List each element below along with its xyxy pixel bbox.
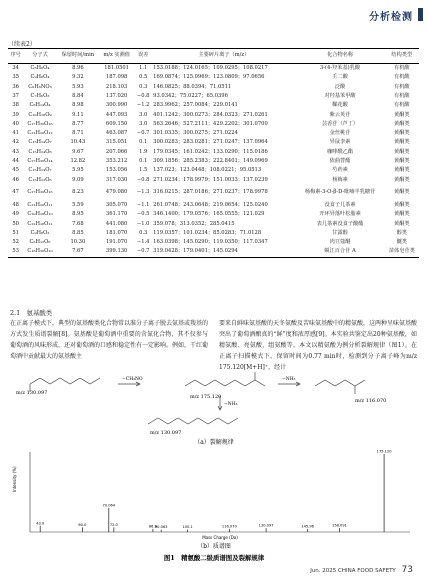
table-cell: 黄酮类: [394, 148, 410, 155]
table-cell: 0.1: [139, 158, 148, 165]
table-cell: 187.098: [105, 74, 128, 81]
table-cell: 有机酸: [394, 102, 410, 109]
mass-spectrum: [30, 450, 410, 533]
table-cell: 34: [12, 65, 19, 72]
table-cell: 5.93: [72, 83, 84, 90]
table-cell: 泛酸: [334, 83, 346, 90]
table-cell: 7.68: [72, 220, 84, 227]
table-row: [8, 185, 419, 201]
table-cell: 181.070: [105, 229, 128, 236]
table-cell: 对羟基苯甲酸: [324, 92, 356, 99]
table-cell: 153.056: [105, 167, 128, 174]
structure-ion2: [30, 378, 100, 384]
table-cell: −0.7: [136, 130, 150, 137]
table-cell: 壬二酸: [332, 74, 348, 81]
table-cell: 异鼠李素: [329, 139, 351, 146]
table-cell: 0.1: [139, 139, 148, 146]
table-cell: 36: [12, 83, 19, 90]
table-cell: −0.8: [136, 176, 150, 183]
table-cell: 有机酸: [394, 74, 410, 81]
table-cell: 301.0335；300.0275；271.0224: [153, 130, 238, 137]
table-cell: 179.0345；161.0242；133.0290；115.0186: [153, 148, 268, 155]
table-cell: 137.023；123.0448；108.0221；95.0513: [153, 167, 262, 174]
table-row: [8, 148, 419, 157]
table-row: [8, 219, 419, 228]
table-cell: 8.23: [72, 189, 84, 196]
table-cell: 45: [12, 167, 19, 174]
table-cell: 0.3: [139, 229, 148, 236]
table-cell: −1.2: [136, 102, 150, 109]
table-cell: 53: [8, 247, 23, 257]
table-cell: 52: [12, 239, 19, 246]
table-cell: 9.11: [72, 111, 84, 118]
table-cell: 蜕江百合苷 A: [296, 247, 385, 257]
table-cell: 146.0825；88.0394；71.0511: [153, 83, 232, 90]
table-cell: 1.9: [139, 148, 148, 155]
table-cell: C₁₅H₁₂O₆: [28, 176, 52, 183]
table-cell: 黄酮类: [394, 111, 410, 118]
table-cell: 5.95: [72, 167, 84, 174]
table-cell: 9.67: [72, 148, 84, 155]
table-cell: 43: [12, 148, 19, 155]
table-cell: 芍药素: [332, 167, 348, 174]
table-cell: 依曲替酯: [329, 158, 351, 165]
table-cell: C₂₀H₁₈O₁₀: [27, 211, 53, 218]
table-cell: 137.020: [105, 92, 128, 99]
table-row: [8, 176, 419, 185]
table-row: [8, 247, 419, 257]
column-header: 分子式: [23, 49, 56, 64]
table-cell: 黄酮类: [394, 201, 410, 208]
table-cell: −1.0: [136, 220, 150, 227]
table-cell: 黄酮类: [394, 139, 410, 146]
table-cell: 41: [12, 130, 19, 137]
table-cell: C₇H₆O₃: [30, 92, 50, 99]
table-cell: 10.43: [70, 139, 86, 146]
table-cell: C₁₆H₃₀O₁₀: [23, 247, 56, 257]
table-cell: 51: [12, 229, 19, 236]
ion1-label: m/z 175.120: [190, 394, 222, 400]
table-cell: 50: [12, 220, 19, 227]
table-cell: 441.080: [105, 220, 128, 227]
table-caption: （续表2）: [8, 41, 36, 48]
figure-caption: 图1 精氨酸二级质谱图及裂解规律: [163, 554, 265, 562]
table-cell: 3-(4-羟苯基)乳酸: [319, 65, 361, 72]
table-cell: C₁₅H₁₄O₇: [28, 167, 52, 174]
table-row: [8, 129, 419, 138]
column-header: 结构类型: [385, 49, 419, 64]
table-row: [8, 110, 419, 119]
table-cell: 有机酸: [394, 65, 410, 72]
table-cell: −0.7: [134, 247, 152, 257]
page-footer: [310, 565, 413, 575]
loss3-label: −NH₃: [224, 402, 238, 407]
table-cell: 319.0428；179.0401；145.0294: [152, 247, 295, 257]
table-row: [8, 120, 419, 129]
table-cell: 191.070: [105, 239, 128, 246]
table-cell: 8.98: [72, 102, 84, 109]
table-row: [8, 64, 419, 74]
table-row: [8, 138, 419, 147]
table-cell: 有机酸: [394, 92, 410, 99]
table-cell: 黄酮类: [394, 120, 410, 127]
table-cell: 40: [12, 120, 19, 127]
table-cell: 44: [12, 158, 19, 165]
table-cell: −1.1: [136, 201, 150, 208]
peak-label: 116.070: [221, 524, 237, 529]
peak-label: 72.0: [109, 522, 118, 527]
table-cell: 353.212: [105, 158, 128, 165]
table-cell: C₆H₆NO₃: [28, 83, 52, 90]
ion5-label: m/z 130.097: [150, 430, 182, 436]
subcaption-b: （b）质谱图: [197, 543, 231, 550]
section-heading: 2.1 氨基酸类: [10, 309, 53, 317]
table-cell: 93.0342；75.0227；65.0396: [153, 92, 228, 99]
table-cell: 9.32: [72, 74, 84, 81]
table-cell: 黄酮类: [394, 167, 410, 174]
table-cell: 609.150: [105, 120, 128, 127]
table-cell: 0.3: [139, 83, 148, 90]
table-cell: 10.30: [70, 239, 86, 246]
peak-label: 90.063: [154, 525, 168, 530]
table-cell: C₁₅H₁₄O₇: [28, 139, 52, 146]
table-cell: C₂₁H₂₀O₁₁: [27, 201, 53, 208]
table-cell: 315.051: [105, 139, 128, 146]
table-cell: −0.5: [136, 211, 150, 218]
table-cell: 153.0188；124.0165；109.0295；108.0217: [153, 65, 268, 72]
page-number: 73: [401, 565, 413, 575]
table-cell: 开环异落叶松脂素: [319, 211, 361, 218]
table-row: [8, 157, 419, 166]
table-cell: 8.95: [72, 211, 84, 218]
table-cell: 黄酮类: [394, 130, 410, 137]
column-header: 化合物名称: [296, 49, 385, 64]
table-cell: 杨梅素: [332, 176, 348, 183]
table-cell: 163.0398；145.0290；119.0350；117.0347: [153, 239, 268, 246]
table-cell: 紫云英苷: [329, 111, 351, 118]
table-cell: 黄酮类: [394, 176, 410, 183]
table-cell: 317.030: [105, 176, 128, 183]
table-cell: 48: [12, 201, 19, 208]
table-cell: C₉H₈O₃: [30, 229, 50, 236]
table-cell: 401.1242；300.0273；284.0323；271.0261: [153, 111, 268, 118]
table-cell: C₆H₆O₄: [30, 65, 50, 72]
column-header: 主要碎片离子（m/z）: [152, 49, 295, 64]
table-cell: 8.85: [72, 229, 84, 236]
table-cell: 1.5: [139, 167, 148, 174]
table-cell: 8.77: [72, 120, 84, 127]
table-row: [8, 73, 419, 82]
table-cell: 黄酮类: [394, 189, 410, 196]
table-cell: 表儿茶素没食子酸酯: [316, 220, 364, 227]
section-title: 分析检测: [369, 12, 413, 23]
table-row: [8, 201, 419, 210]
peak-label: 100.1: [182, 525, 193, 530]
table-row: [8, 101, 419, 110]
peak-label: 145.96: [301, 524, 314, 529]
table-cell: 黄酮类: [394, 211, 410, 218]
table-cell: 119.0357；101.0234；85.0283；71.0128: [153, 229, 262, 236]
peak-label: 70.064: [102, 503, 116, 508]
table-cell: 5.59: [72, 201, 84, 208]
table-row: [8, 229, 419, 238]
table-cell: 563.2646；527.2111；429.2202；301.0700: [153, 120, 268, 127]
table-cell: 261.0748；243.0648；219.0654；125.0240: [153, 201, 268, 208]
table-cell: 479.080: [105, 189, 128, 196]
table-cell: 8.96: [72, 65, 84, 72]
table-cell: 316.0215；287.0186；271.0237；178.9978: [153, 189, 268, 196]
table-cell: 283.9962；257.0084；229.0141: [153, 102, 238, 109]
table-cell: C₈H₁₄O₄: [29, 102, 51, 109]
table-row: [8, 210, 419, 219]
table-cell: 463.087: [105, 130, 128, 137]
table-row: [8, 238, 419, 247]
table-body: [8, 64, 419, 258]
table-row: [8, 83, 419, 92]
table-cell: 346.1400；179.0576；165.0555；121.029: [153, 211, 265, 218]
peak-label: 43.9: [36, 521, 45, 526]
table-header-row: [8, 49, 419, 64]
table-cell: 181.0501: [104, 65, 129, 72]
footer-journal: CHINA FOOD SAFETY: [338, 568, 396, 574]
table-cell: 300.0283；283.0281；271.0247；137.0964: [153, 139, 268, 146]
structure-ion1: [185, 380, 265, 386]
y-axis-label: Intensity (%): [12, 466, 17, 492]
loss1-label: −CH₃NO: [122, 377, 143, 382]
table-cell: 3.0: [139, 120, 148, 127]
table-cell: 没食子儿茶素: [324, 201, 356, 208]
table-cell: C₂₇H₃₀O₁₆: [27, 120, 53, 127]
table-cell: C₂₁H₂₀O₁₂: [27, 130, 53, 137]
peak-label: 158.091: [332, 523, 347, 528]
table-cell: C₂₀H₁₈O₉: [28, 111, 52, 118]
table-cell: 35: [12, 74, 19, 81]
table-cell: 300.990: [105, 102, 128, 109]
table-row: [8, 92, 419, 101]
table-cell: 3.0: [139, 111, 148, 118]
table-cell: 1.1: [139, 65, 148, 72]
table-cell: 杨梅素-3-O-β-D-吡喃半乳糖苷: [304, 189, 376, 196]
column-header: 序号: [8, 49, 23, 64]
table-cell: 肉豆蔻醚: [329, 239, 351, 246]
table-cell: 黄酮类: [394, 158, 410, 165]
ion3-label: m/z 130.097: [16, 390, 48, 396]
table-cell: 447.093: [105, 111, 128, 118]
table-cell: 207.066: [105, 148, 128, 155]
table-cell: 37: [12, 92, 19, 99]
table-cell: 12.82: [70, 158, 86, 165]
table-cell: C₂₇H₃₀O₁₆: [27, 189, 53, 196]
table-cell: 黄酮类: [394, 220, 410, 227]
subcaption-a: （a）裂解规律: [194, 439, 234, 446]
column-header: 误差: [134, 49, 152, 64]
table-cell: 苗体皂苷类: [385, 247, 419, 257]
column-header: m/z 实测值: [99, 49, 134, 64]
table-cell: 醚类: [396, 239, 407, 246]
peak-label: 175.120: [376, 449, 392, 454]
footer-issue: Jun. 2025: [310, 568, 337, 574]
table-cell: C₂₇H₃₀O₁₄: [27, 158, 53, 165]
table-cell: 9.09: [72, 176, 84, 183]
table-cell: C₁₅H₁₄O₆: [28, 148, 52, 155]
table-cell: 39: [12, 111, 19, 118]
header-accent-bar: [418, 8, 423, 21]
table-cell: 金丝桃苷: [329, 130, 351, 137]
table-cell: −1.4: [136, 239, 150, 246]
table-cell: C₉H₈O₄: [30, 74, 50, 81]
table-cell: −0.8: [136, 92, 150, 99]
table-cell: 305.070: [105, 201, 128, 208]
peak-label: 86.9: [148, 524, 157, 529]
table-cell: −1.3: [136, 189, 150, 196]
peak-label: 130.097: [258, 523, 274, 528]
compound-table: [8, 48, 419, 258]
table-cell: 309.1856；285.2383；222.8401；149.0969: [153, 158, 268, 165]
table-cell: 169.0874；125.0969；123.0809；97.0656: [153, 74, 265, 81]
table-cell: 49: [12, 211, 19, 218]
column-header: 保留时间/min: [57, 49, 99, 64]
table-cell: 鞣花酸: [332, 102, 348, 109]
body-text-right: 要来自鲜味氨基酸的天冬氨酸及苦味氨基酸中的精氨酸，这两种呈味氨基酸突出了葡萄酒酿真的“鲜”度和浓厚感[9]。本实验共鉴定出20种氨基酸，如精氨酸、亮氨酸、组氨酸等。本文以精氨酸为例分析裂解规律（图1）。在正离子扫描模式下，保留时间为0.77 min时，检测到分子离子峰为m/z 175.120[M+H]⁺，经计: [219, 320, 418, 371]
table-cell: 咖啡酰乙酯: [327, 148, 354, 155]
table-cell: 271.0234；178.9979；151.0033；137.0239: [153, 176, 268, 183]
loss2-label: −NH₃: [282, 377, 296, 382]
table-row: [8, 166, 419, 175]
x-axis-label: Mass Charge (Da): [202, 535, 238, 540]
table-cell: 359.078；313.0352；285.0415: [153, 220, 235, 227]
table-cell: 8.71: [72, 130, 84, 137]
table-cell: 8.84: [72, 92, 84, 99]
peak-label: 60.0: [78, 522, 87, 527]
table-cell: 芸香苷（芦丁）: [321, 120, 359, 127]
table-cell: 218.103: [105, 83, 128, 90]
table-cell: 46: [12, 176, 19, 183]
table-cell: 38: [12, 102, 19, 109]
table-cell: 0.5: [139, 74, 148, 81]
figure-1: [10, 372, 418, 562]
table-cell: 42: [12, 139, 19, 146]
table-cell: C₆H₁₂O₆: [29, 239, 51, 246]
table-cell: 361.170: [105, 211, 128, 218]
structure-ion5: [148, 418, 238, 424]
table-cell: 甘露醇: [332, 229, 348, 236]
structure-ion4: [315, 380, 365, 386]
table-cell: 7.67: [57, 247, 99, 257]
table-cell: 有机酸: [394, 83, 410, 90]
table-cell: 47: [12, 189, 19, 196]
page-header: [0, 0, 427, 42]
table-cell: C₂₂H₁₈O₁₁: [27, 220, 53, 227]
ion4-label: m/z 116.070: [355, 398, 387, 404]
table-cell: 399.130: [99, 247, 134, 257]
body-text-left: 在正离子模式下，典型的氨基酸类化合物常以准分子离子脱去氨基或羧基的方式发生质谱裂解[8]。氨基酸是葡萄酒中重要的含氮化合物，其不仅参与葡萄酒的风味形成，还对葡萄酒的口感和稳定性有一定影响。例如，干红葡萄酒中贡献最大的氨基酸主: [10, 320, 209, 360]
table-cell: 醇类: [396, 229, 407, 236]
